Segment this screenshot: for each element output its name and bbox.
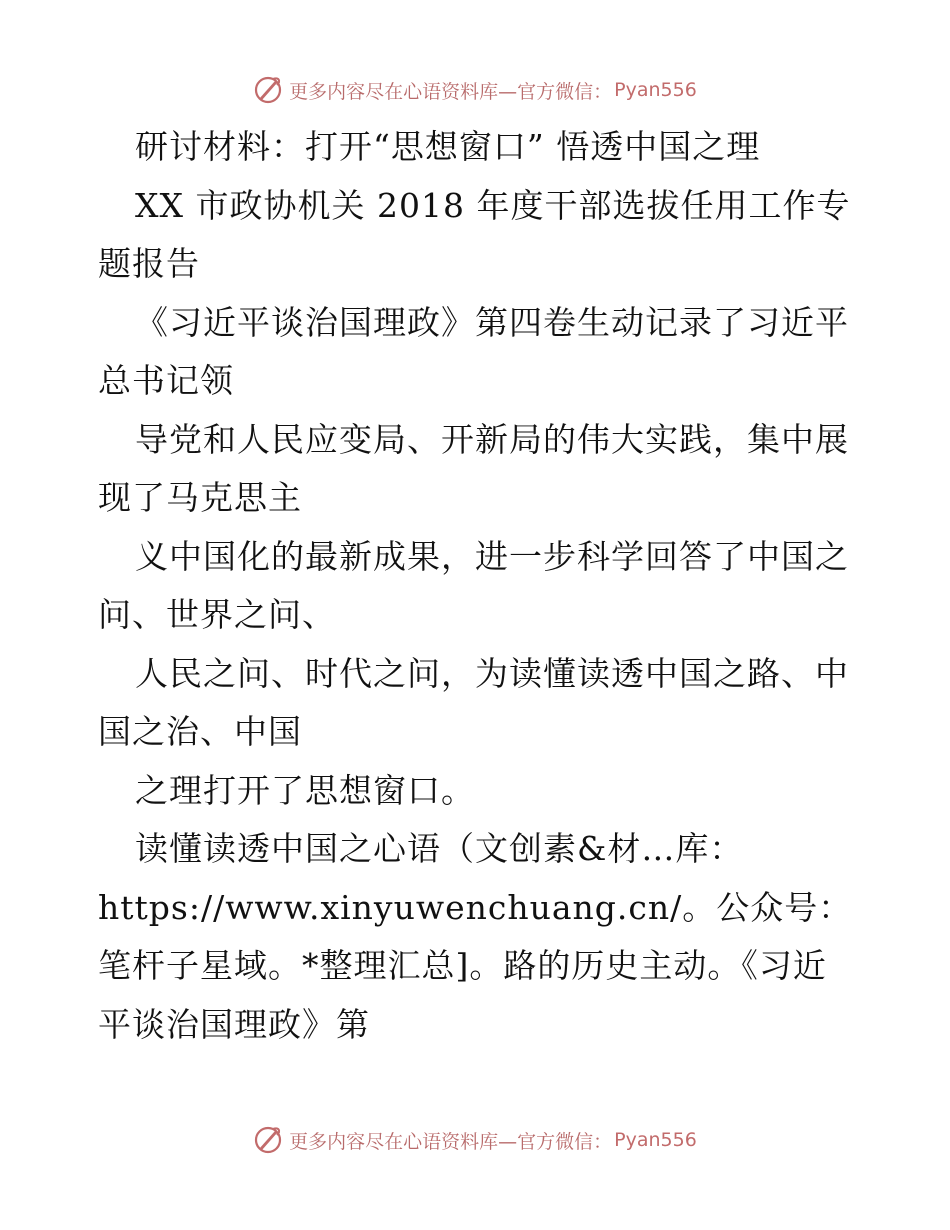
- banner-text: 更多内容尽在心语资料库—官方微信：: [289, 80, 613, 103]
- banner-wechat-id: Pyan556: [614, 1129, 697, 1151]
- document-body: [98, 118, 858, 1054]
- banner-wechat-id: Pyan556: [614, 79, 697, 101]
- quill-pen-logo-icon: [253, 1125, 283, 1155]
- footer-watermark-banner: [0, 1120, 950, 1160]
- document-title: 研讨材料：打开“思想窗口” 悟透中国之理: [135, 127, 761, 166]
- paragraph: 《习近平谈治国理政》第四卷生动记录了习近平总书记领: [98, 302, 849, 400]
- paragraph: 之理打开了思想窗口。: [135, 770, 475, 810]
- paragraph: 义中国化的最新成果，进一步科学回答了中国之问、世界之问、: [98, 536, 849, 634]
- banner-text: 更多内容尽在心语资料库—官方微信：: [289, 1130, 613, 1153]
- quill-pen-logo-icon: [253, 75, 283, 105]
- paragraph: 导党和人民应变局、开新局的伟大实践，集中展现了马克思主: [98, 419, 849, 517]
- header-watermark-banner: [0, 70, 950, 110]
- paragraph: 人民之问、时代之问，为读懂读透中国之路、中国之治、中国: [98, 653, 849, 751]
- paragraph: 读懂读透中国之心语（文创素&材…库：https://www.xinyuwenchuang.cn/。公众号：笔杆子星域。*整理汇总]。路的历史主动。《习近平谈治国理政》第: [98, 829, 853, 1044]
- document-subtitle: XX 市政协机关 2018 年度干部选拔任用工作专题报告: [98, 185, 851, 283]
